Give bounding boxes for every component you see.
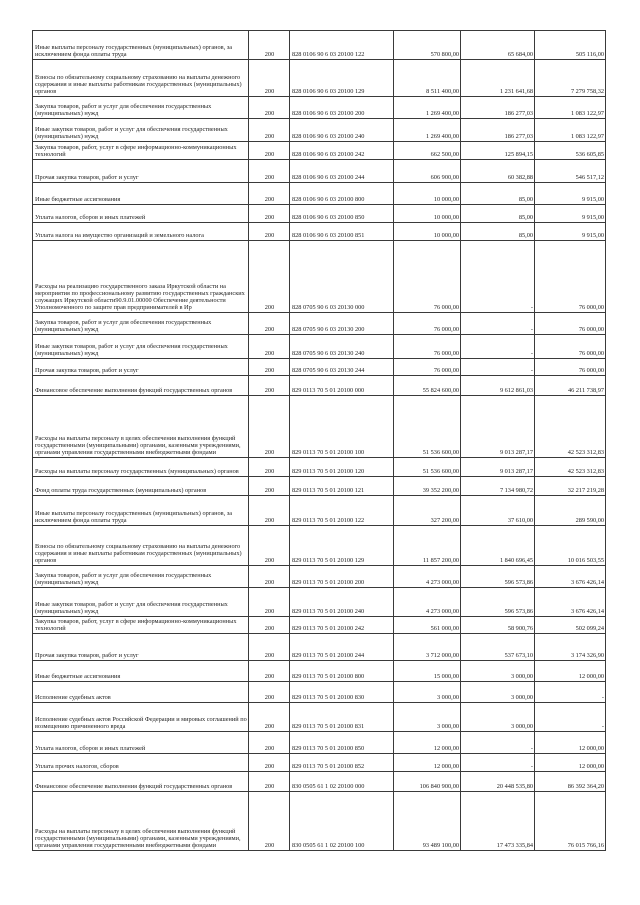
table-row	[33, 119, 606, 142]
row-budget-code-cell: 828 0106 90 6 03 20100 800	[290, 183, 394, 205]
row-budget-code-cell: 829 0113 70 5 01 20100 244	[290, 634, 394, 661]
row-budget-code-cell: 829 0113 70 5 01 20100 850	[290, 732, 394, 754]
row-executed-cell: 1 840 696,45	[461, 526, 535, 566]
row-code-cell: 200	[249, 97, 290, 119]
row-remaining-cell: 42 523 312,83	[535, 458, 606, 477]
table-row	[33, 661, 606, 682]
row-name-cell	[33, 241, 249, 313]
row-name-cell	[33, 142, 249, 160]
row-approved-cell: 76 000,00	[394, 335, 461, 359]
row-approved-cell: 4 273 000,00	[394, 588, 461, 617]
row-name-text: Исполнение судебных актов Российской Федерации и мировых соглашений по возмещению причиненного вреда	[35, 715, 247, 730]
row-code-cell: 200	[249, 119, 290, 142]
row-name-cell	[33, 183, 249, 205]
row-budget-code-cell: 829 0113 70 5 01 20100 100	[290, 396, 394, 458]
row-code-cell: 200	[249, 205, 290, 223]
row-name-text: Иные бюджетные ассигнования	[35, 195, 121, 203]
row-executed-cell: -	[461, 732, 535, 754]
row-remaining-cell: -	[535, 703, 606, 732]
row-name-cell	[33, 682, 249, 703]
row-name-text: Иные выплаты персоналу государственных (муниципальных) органов, за исключением фонда оплаты труда	[35, 509, 233, 524]
row-name-text: Иные бюджетные ассигнования	[35, 672, 121, 680]
row-name-cell	[33, 661, 249, 682]
table-row	[33, 458, 606, 477]
table-row	[33, 617, 606, 634]
row-remaining-cell: 12 000,00	[535, 661, 606, 682]
row-approved-cell: 11 857 200,00	[394, 526, 461, 566]
row-remaining-cell: 10 016 503,55	[535, 526, 606, 566]
row-approved-cell: 51 536 600,00	[394, 396, 461, 458]
row-executed-cell: 3 000,00	[461, 661, 535, 682]
row-budget-code-cell: 829 0113 70 5 01 20100 120	[290, 458, 394, 477]
row-remaining-cell: 12 000,00	[535, 732, 606, 754]
row-name-text: Иные закупки товаров, работ и услуг для обеспечения государственных (муниципальных) нужд	[35, 600, 228, 615]
budget-execution-table	[32, 30, 606, 851]
row-executed-cell: 186 277,03	[461, 119, 535, 142]
row-approved-cell: 93 489 100,00	[394, 792, 461, 851]
row-name-cell	[33, 588, 249, 617]
row-code-cell: 200	[249, 241, 290, 313]
row-remaining-cell: 42 523 312,83	[535, 396, 606, 458]
row-name-cell	[33, 396, 249, 458]
table-row	[33, 588, 606, 617]
row-code-cell: 200	[249, 477, 290, 496]
table-row	[33, 496, 606, 526]
table-row	[33, 566, 606, 588]
row-code-cell: 200	[249, 792, 290, 851]
row-executed-cell: 125 894,15	[461, 142, 535, 160]
row-code-cell: 200	[249, 335, 290, 359]
row-executed-cell: 17 473 335,84	[461, 792, 535, 851]
row-approved-cell: 12 000,00	[394, 732, 461, 754]
row-remaining-cell: 505 116,00	[535, 31, 606, 60]
row-executed-cell: 9 013 287,17	[461, 458, 535, 477]
row-name-text: Фонд оплаты труда государственных (муниципальных) органов	[35, 486, 207, 494]
row-code-cell: 200	[249, 617, 290, 634]
row-executed-cell: -	[461, 754, 535, 772]
row-approved-cell: 55 824 600,00	[394, 376, 461, 396]
row-remaining-cell: 76 000,00	[535, 335, 606, 359]
row-budget-code-cell: 828 0106 90 6 03 20100 200	[290, 97, 394, 119]
row-name-cell	[33, 703, 249, 732]
row-approved-cell: 4 273 000,00	[394, 566, 461, 588]
row-name-cell	[33, 526, 249, 566]
table-row	[33, 142, 606, 160]
row-name-cell	[33, 496, 249, 526]
row-name-text: Прочая закупка товаров, работ и услуг	[35, 651, 139, 659]
row-remaining-cell: 76 000,00	[535, 313, 606, 335]
row-name-cell	[33, 792, 249, 851]
row-approved-cell: 1 269 400,00	[394, 119, 461, 142]
table-row	[33, 477, 606, 496]
row-executed-cell: 186 277,03	[461, 97, 535, 119]
row-name-cell	[33, 31, 249, 60]
row-executed-cell: 58 900,76	[461, 617, 535, 634]
row-approved-cell: 3 000,00	[394, 682, 461, 703]
row-name-cell	[33, 205, 249, 223]
row-remaining-cell: 1 083 122,97	[535, 97, 606, 119]
table-row	[33, 634, 606, 661]
row-executed-cell: 60 382,88	[461, 160, 535, 183]
row-code-cell: 200	[249, 313, 290, 335]
row-budget-code-cell: 828 0106 90 6 03 20100 851	[290, 223, 394, 241]
row-budget-code-cell: 829 0113 70 5 01 20100 852	[290, 754, 394, 772]
row-remaining-cell: 3 676 426,14	[535, 566, 606, 588]
row-name-text: Взносы по обязательному социальному страхованию на выплаты денежного содержания и иные выплаты работникам государственных (муниципальных) органов	[35, 73, 242, 95]
row-remaining-cell: 7 279 758,32	[535, 60, 606, 97]
row-budget-code-cell: 829 0113 70 5 01 20100 129	[290, 526, 394, 566]
row-name-cell	[33, 313, 249, 335]
row-name-text: Иные закупки товаров, работ и услуг для обеспечения государственных (муниципальных) нужд	[35, 125, 228, 140]
row-budget-code-cell: 828 0705 90 6 03 20130 240	[290, 335, 394, 359]
row-name-cell	[33, 754, 249, 772]
row-remaining-cell: 86 392 364,20	[535, 772, 606, 792]
row-name-text: Прочая закупка товаров, работ и услуг	[35, 366, 139, 374]
table-row	[33, 97, 606, 119]
row-remaining-cell: -	[535, 682, 606, 703]
row-budget-code-cell: 830 0505 61 1 02 20100 100	[290, 792, 394, 851]
row-code-cell: 200	[249, 754, 290, 772]
row-name-text: Закупка товаров, работ, услуг в сфере информационно-коммуникационных технологий	[35, 143, 237, 158]
row-approved-cell: 3 000,00	[394, 703, 461, 732]
row-code-cell: 200	[249, 183, 290, 205]
row-executed-cell: 596 573,86	[461, 566, 535, 588]
row-name-cell	[33, 566, 249, 588]
row-approved-cell: 106 840 900,00	[394, 772, 461, 792]
row-approved-cell: 12 000,00	[394, 754, 461, 772]
row-remaining-cell: 12 000,00	[535, 754, 606, 772]
row-remaining-cell: 9 915,00	[535, 223, 606, 241]
table-row	[33, 241, 606, 313]
row-name-text: Уплата налога на имущество организаций и земельного налога	[35, 231, 204, 239]
row-budget-code-cell: 829 0113 70 5 01 20100 000	[290, 376, 394, 396]
row-code-cell: 200	[249, 661, 290, 682]
row-name-cell	[33, 119, 249, 142]
row-approved-cell: 15 000,00	[394, 661, 461, 682]
table-row	[33, 526, 606, 566]
table-row	[33, 31, 606, 60]
row-remaining-cell: 76 000,00	[535, 241, 606, 313]
row-executed-cell: 20 448 535,80	[461, 772, 535, 792]
row-budget-code-cell: 829 0113 70 5 01 20100 242	[290, 617, 394, 634]
row-executed-cell: 85,00	[461, 223, 535, 241]
row-name-cell	[33, 160, 249, 183]
row-remaining-cell: 46 211 738,97	[535, 376, 606, 396]
row-executed-cell: 9 013 287,17	[461, 396, 535, 458]
row-name-cell	[33, 617, 249, 634]
table-row	[33, 732, 606, 754]
row-name-text: Закупка товаров, работ, услуг в сфере информационно-коммуникационных технологий	[35, 617, 237, 632]
row-name-text: Расходы на выплаты персоналу в целях обеспечения выполнения функций государственными (муниципальными) органами, казенными учреждениями, органами управления государственными внебюджетными фондами	[35, 434, 241, 456]
row-name-cell	[33, 97, 249, 119]
row-budget-code-cell: 828 0705 90 6 03 20130 200	[290, 313, 394, 335]
row-remaining-cell: 9 915,00	[535, 183, 606, 205]
row-name-text: Закупка товаров, работ и услуг для обеспечения государственных (муниципальных) нужд	[35, 102, 212, 117]
table-row	[33, 772, 606, 792]
row-name-text: Расходы на реализацию государственного заказа Иркутской области на мероприятия по профессиональному развитию государственных гражданских служащих Иркутской области90.9.01.00000 Обеспечение деятельности Уполномоченного по защите прав предпринимателей в Ир	[35, 282, 245, 311]
row-name-cell	[33, 634, 249, 661]
row-approved-cell: 561 000,00	[394, 617, 461, 634]
row-name-text: Финансовое обеспечение выполнения функций государственных органов	[35, 386, 233, 394]
row-budget-code-cell: 828 0106 90 6 03 20100 122	[290, 31, 394, 60]
table-row	[33, 335, 606, 359]
table-row	[33, 60, 606, 97]
row-approved-cell: 39 352 200,00	[394, 477, 461, 496]
row-budget-code-cell: 829 0113 70 5 01 20100 800	[290, 661, 394, 682]
row-executed-cell: 85,00	[461, 205, 535, 223]
row-approved-cell: 51 536 600,00	[394, 458, 461, 477]
row-name-cell	[33, 477, 249, 496]
row-name-text: Прочая закупка товаров, работ и услуг	[35, 173, 139, 181]
row-remaining-cell: 3 174 326,90	[535, 634, 606, 661]
row-name-cell	[33, 60, 249, 97]
row-name-text: Исполнение судебных актов	[35, 693, 111, 701]
row-remaining-cell: 1 083 122,97	[535, 119, 606, 142]
row-budget-code-cell: 829 0113 70 5 01 20100 122	[290, 496, 394, 526]
row-code-cell: 200	[249, 634, 290, 661]
row-name-cell	[33, 772, 249, 792]
row-name-cell	[33, 458, 249, 477]
row-budget-code-cell: 829 0113 70 5 01 20100 830	[290, 682, 394, 703]
row-name-text: Взносы по обязательному социальному страхованию на выплаты денежного содержания и иные выплаты работникам государственных (муниципальных) органов	[35, 542, 242, 564]
row-approved-cell: 606 900,00	[394, 160, 461, 183]
row-approved-cell: 10 000,00	[394, 205, 461, 223]
row-name-text: Уплата прочих налогов, сборов	[35, 762, 119, 770]
row-budget-code-cell: 829 0113 70 5 01 20100 831	[290, 703, 394, 732]
table-row	[33, 396, 606, 458]
row-executed-cell: 3 000,00	[461, 703, 535, 732]
row-code-cell: 200	[249, 526, 290, 566]
row-executed-cell: 85,00	[461, 183, 535, 205]
row-approved-cell: 10 000,00	[394, 223, 461, 241]
row-code-cell: 200	[249, 359, 290, 376]
row-name-text: Расходы на выплаты персоналу государственных (муниципальных) органов	[35, 467, 239, 475]
row-remaining-cell: 9 915,00	[535, 205, 606, 223]
row-executed-cell: -	[461, 335, 535, 359]
row-budget-code-cell: 828 0106 90 6 03 20100 240	[290, 119, 394, 142]
table-row	[33, 223, 606, 241]
row-code-cell: 200	[249, 496, 290, 526]
row-name-text: Расходы на выплаты персоналу в целях обеспечения выполнения функций государственными (муниципальными) органами, казенными учреждениями, органами управления государственными внебюджетными фондами	[35, 827, 241, 849]
table-row	[33, 205, 606, 223]
row-code-cell: 200	[249, 682, 290, 703]
row-budget-code-cell: 830 0505 61 1 02 20100 000	[290, 772, 394, 792]
row-name-text: Финансовое обеспечение выполнения функций государственных органов	[35, 782, 233, 790]
row-code-cell: 200	[249, 31, 290, 60]
row-code-cell: 200	[249, 458, 290, 477]
row-executed-cell: -	[461, 359, 535, 376]
row-approved-cell: 76 000,00	[394, 241, 461, 313]
row-name-text: Иные выплаты персоналу государственных (муниципальных) органов, за исключением фонда оплаты труда	[35, 43, 233, 58]
row-code-cell: 200	[249, 703, 290, 732]
row-remaining-cell: 546 517,12	[535, 160, 606, 183]
row-name-text: Уплата налогов, сборов и иных платежей	[35, 213, 146, 221]
row-budget-code-cell: 829 0113 70 5 01 20100 200	[290, 566, 394, 588]
table-row	[33, 754, 606, 772]
row-name-cell	[33, 732, 249, 754]
row-remaining-cell: 76 000,00	[535, 359, 606, 376]
row-remaining-cell: 536 605,85	[535, 142, 606, 160]
row-budget-code-cell: 828 0106 90 6 03 20100 129	[290, 60, 394, 97]
row-approved-cell: 8 511 400,00	[394, 60, 461, 97]
row-executed-cell: -	[461, 313, 535, 335]
row-executed-cell: -	[461, 241, 535, 313]
row-code-cell: 200	[249, 772, 290, 792]
row-budget-code-cell: 828 0106 90 6 03 20100 242	[290, 142, 394, 160]
table-row	[33, 682, 606, 703]
row-code-cell: 200	[249, 60, 290, 97]
row-executed-cell: 37 610,00	[461, 496, 535, 526]
row-budget-code-cell: 829 0113 70 5 01 20100 240	[290, 588, 394, 617]
table-row	[33, 792, 606, 851]
table-row	[33, 313, 606, 335]
row-executed-cell: 65 684,00	[461, 31, 535, 60]
row-budget-code-cell: 828 0705 90 6 03 20130 244	[290, 359, 394, 376]
table-row	[33, 376, 606, 396]
row-name-text: Уплата налогов, сборов и иных платежей	[35, 744, 146, 752]
row-remaining-cell: 289 590,00	[535, 496, 606, 526]
row-approved-cell: 76 000,00	[394, 359, 461, 376]
row-executed-cell: 9 612 861,03	[461, 376, 535, 396]
row-code-cell: 200	[249, 376, 290, 396]
row-budget-code-cell: 828 0705 90 6 03 20130 000	[290, 241, 394, 313]
row-approved-cell: 570 800,00	[394, 31, 461, 60]
row-code-cell: 200	[249, 732, 290, 754]
row-budget-code-cell: 828 0106 90 6 03 20100 850	[290, 205, 394, 223]
row-remaining-cell: 32 217 219,28	[535, 477, 606, 496]
row-approved-cell: 3 712 000,00	[394, 634, 461, 661]
row-code-cell: 200	[249, 588, 290, 617]
row-approved-cell: 1 269 400,00	[394, 97, 461, 119]
row-executed-cell: 1 231 641,68	[461, 60, 535, 97]
row-executed-cell: 3 000,00	[461, 682, 535, 703]
table-body	[33, 31, 606, 851]
row-remaining-cell: 502 099,24	[535, 617, 606, 634]
row-name-text: Закупка товаров, работ и услуг для обеспечения государственных (муниципальных) нужд	[35, 318, 212, 333]
row-approved-cell: 10 000,00	[394, 183, 461, 205]
row-code-cell: 200	[249, 160, 290, 183]
row-approved-cell: 662 500,00	[394, 142, 461, 160]
row-name-text: Иные закупки товаров, работ и услуг для обеспечения государственных (муниципальных) нужд	[35, 342, 228, 357]
row-name-cell	[33, 335, 249, 359]
table-row	[33, 183, 606, 205]
table-row	[33, 359, 606, 376]
table-row	[33, 703, 606, 732]
row-budget-code-cell: 829 0113 70 5 01 20100 121	[290, 477, 394, 496]
row-budget-code-cell: 828 0106 90 6 03 20100 244	[290, 160, 394, 183]
row-name-cell	[33, 359, 249, 376]
table-row	[33, 160, 606, 183]
row-name-text: Закупка товаров, работ и услуг для обеспечения государственных (муниципальных) нужд	[35, 571, 212, 586]
row-remaining-cell: 3 676 426,14	[535, 588, 606, 617]
row-code-cell: 200	[249, 142, 290, 160]
row-code-cell: 200	[249, 396, 290, 458]
row-code-cell: 200	[249, 223, 290, 241]
row-executed-cell: 7 134 980,72	[461, 477, 535, 496]
row-remaining-cell: 76 015 766,16	[535, 792, 606, 851]
row-name-cell	[33, 223, 249, 241]
row-approved-cell: 76 000,00	[394, 313, 461, 335]
row-executed-cell: 537 673,10	[461, 634, 535, 661]
row-code-cell: 200	[249, 566, 290, 588]
row-name-cell	[33, 376, 249, 396]
row-approved-cell: 327 200,00	[394, 496, 461, 526]
row-executed-cell: 596 573,86	[461, 588, 535, 617]
